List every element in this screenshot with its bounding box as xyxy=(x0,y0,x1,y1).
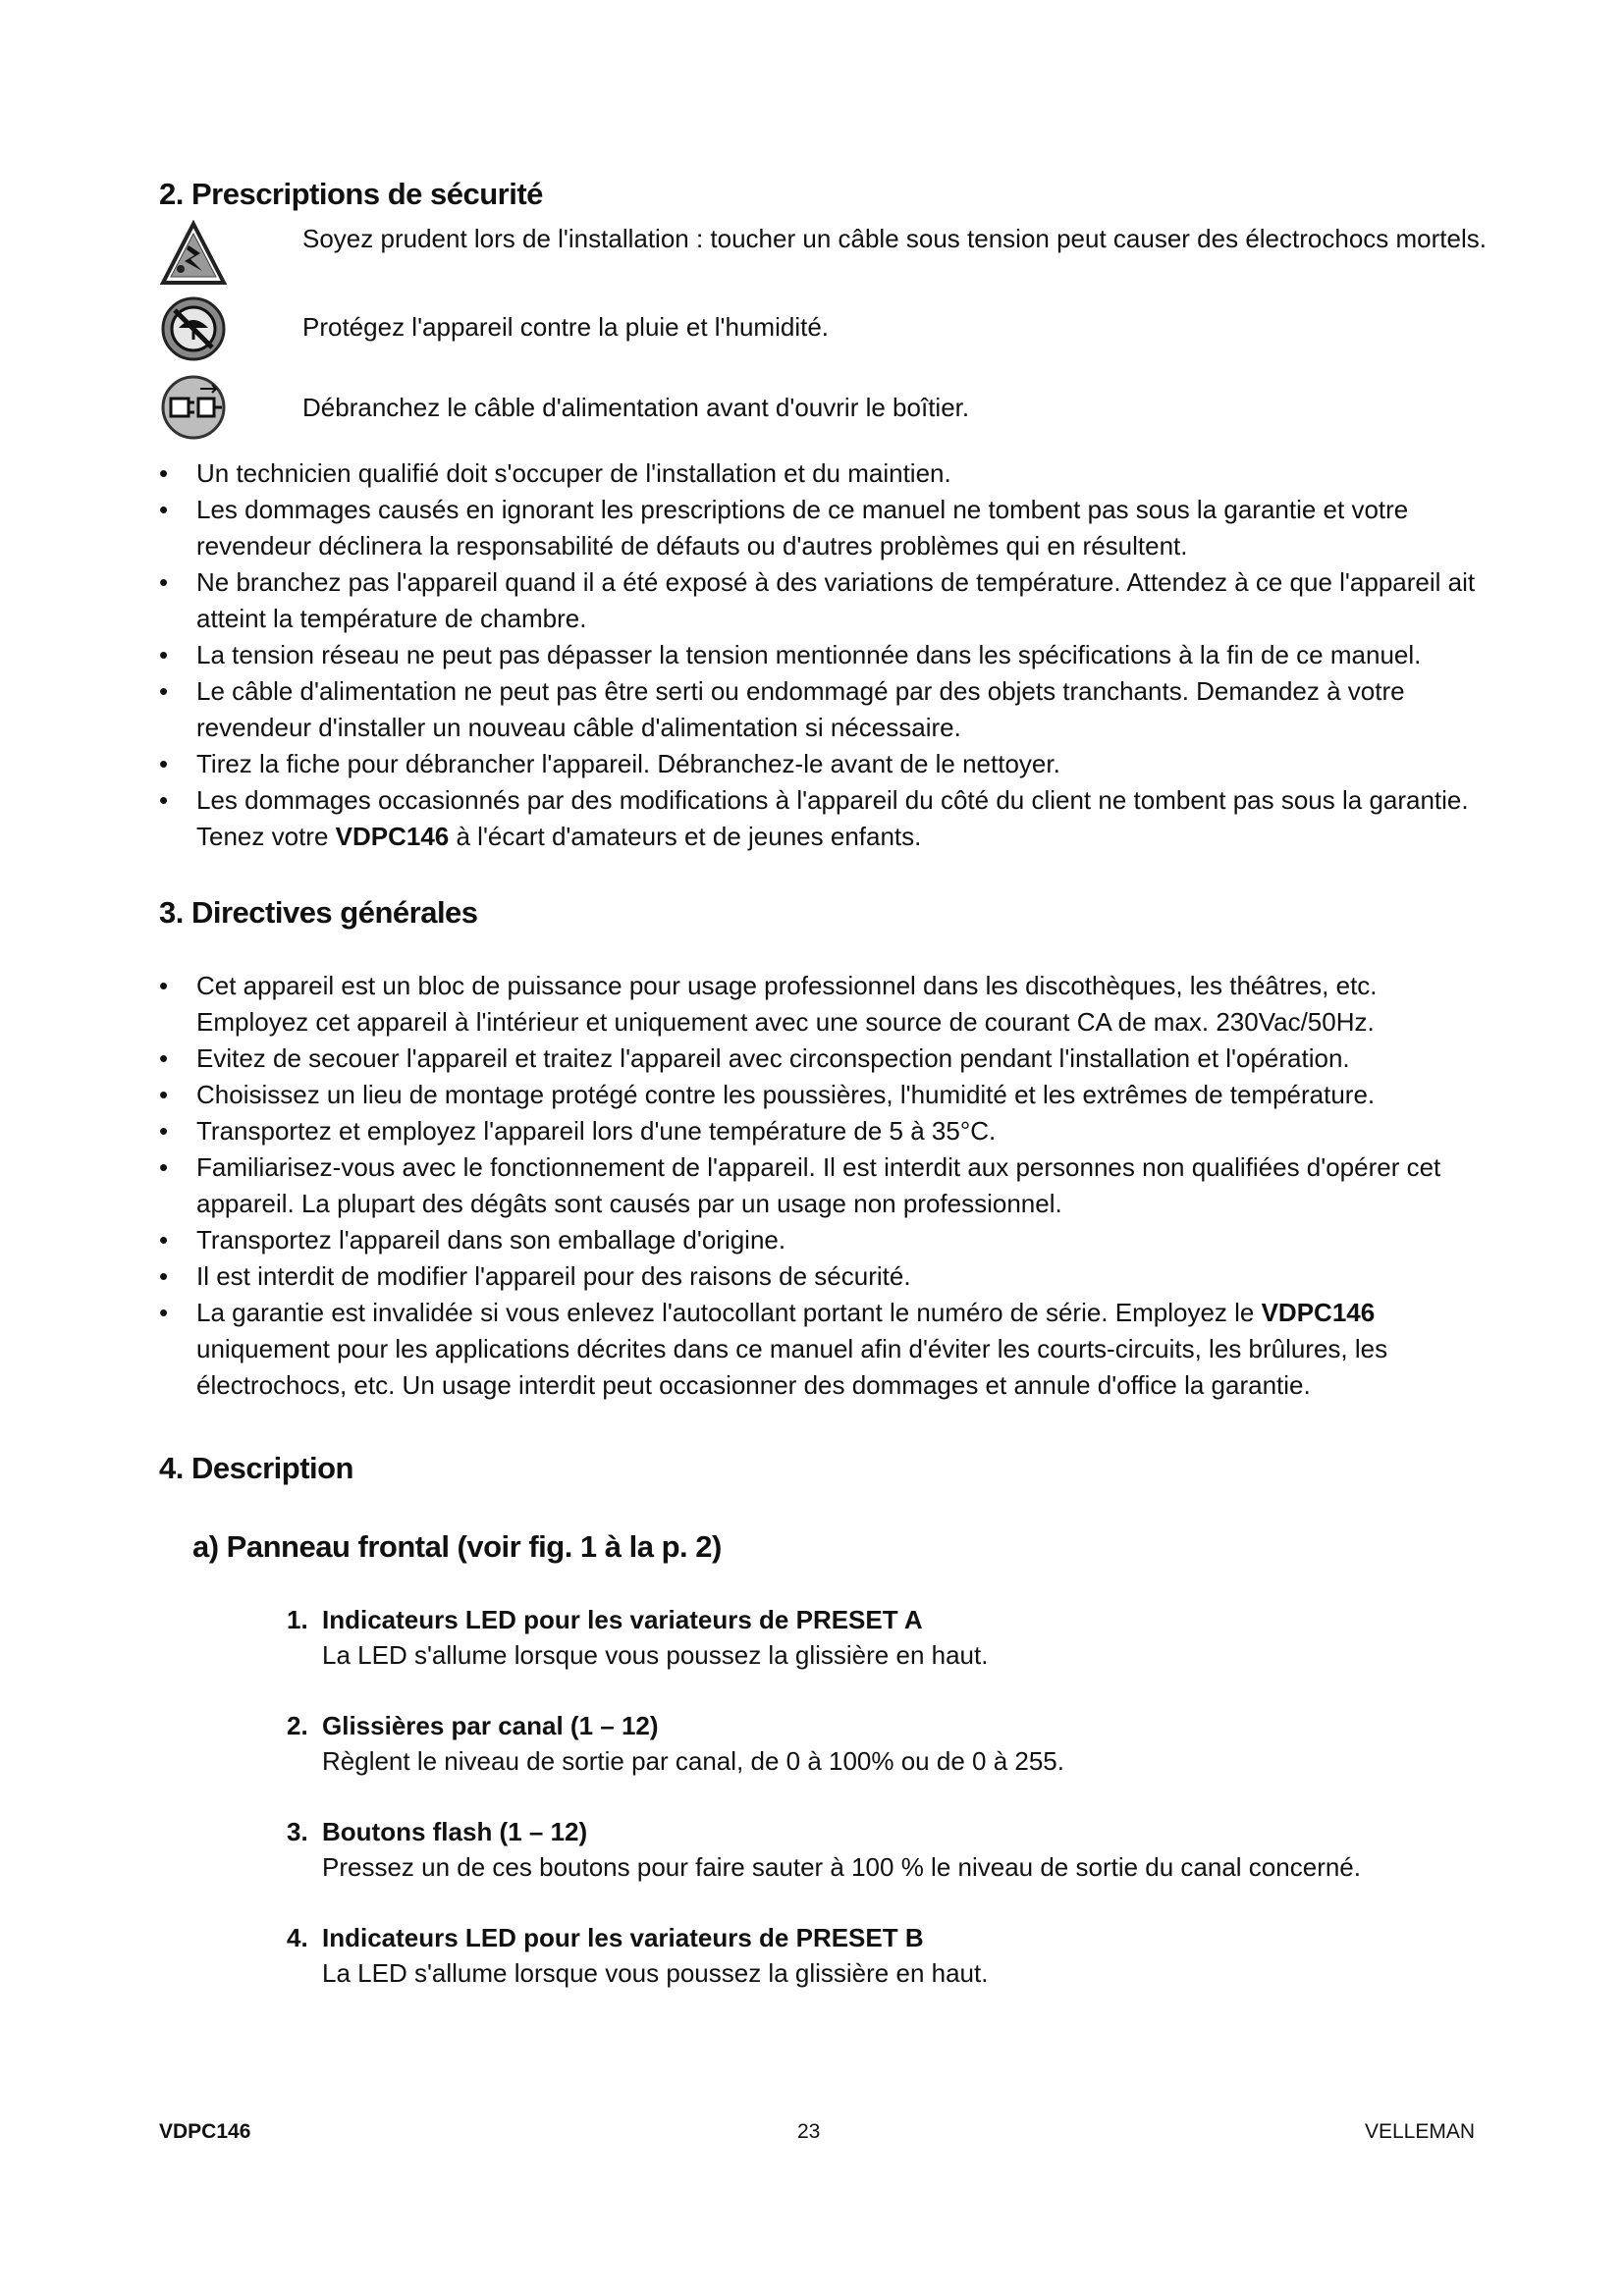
item-number: 4. xyxy=(287,1923,308,1952)
item-title: Indicateurs LED pour les variateurs de PRESET A xyxy=(322,1605,923,1634)
list-item: • Cet appareil est un bloc de puissance pour usage professionnel dans les discothèques, les théâtres, etc. Employez cet appareil à l'intérieur et uniquement avec une source de courant CA de max. 230Vac/50Hz. xyxy=(159,968,1494,1041)
list-item: • Un technicien qualifié doit s'occuper de l'installation et du maintien. xyxy=(159,455,1494,492)
model-name: VDPC146 xyxy=(335,822,450,851)
list-item xyxy=(159,782,1494,855)
list-item: • Evitez de secouer l'appareil et traitez l'appareil avec circonspection pendant l'installation et l'opération. xyxy=(159,1041,1494,1077)
item-title: Glissières par canal (1 – 12) xyxy=(322,1711,659,1740)
list-item: • Familiarisez-vous avec le fonctionnement de l'appareil. Il est interdit aux personnes non qualifiées d'opérer cet appareil. La plupart des dégâts sont causés par un usage non professionnel. xyxy=(159,1149,1494,1222)
list-item-text: Tenez votre xyxy=(196,822,336,851)
list-item-text: uniquement pour les applications décrites dans ce manuel afin d'éviter les courts-circuits, les brûlures, les électrochocs, etc. Un usage interdit peut occasionner des dommages et annule d'office la garantie. xyxy=(196,1334,1388,1400)
model-name: VDPC146 xyxy=(1261,1298,1376,1327)
list-item-text: à l'écart d'amateurs et de jeunes enfants. xyxy=(449,822,922,851)
list-item: • Il est interdit de modifier l'appareil pour des raisons de sécurité. xyxy=(159,1258,1494,1295)
unplug-icon xyxy=(159,373,228,442)
safety-bullet-list xyxy=(159,455,1494,855)
list-item: • Tirez la fiche pour débrancher l'appareil. Débranchez-le avant de le nettoyer. xyxy=(159,746,1494,782)
warning-text: Soyez prudent lors de l'installation : toucher un câble sous tension peut causer des électrochocs mortels. xyxy=(302,224,1487,253)
list-item: • Transportez et employez l'appareil lors d'une température de 5 à 35°C. xyxy=(159,1113,1494,1149)
list-item: • Choisissez un lieu de montage protégé contre les poussières, l'humidité et les extrêmes de température. xyxy=(159,1077,1494,1113)
item-number: 1. xyxy=(287,1605,308,1634)
footer-brand: VELLEMAN xyxy=(1364,2120,1475,2143)
list-item-text: Les dommages occasionnés par des modifications à l'appareil du côté du client ne tombent pas sous la garantie. xyxy=(196,785,1469,815)
section-4-title: 4. Description xyxy=(159,1451,353,1485)
item-description: Règlent le niveau de sortie par canal, de 0 à 100% ou de 0 à 255. xyxy=(322,1746,1064,1776)
section-2-title: 2. Prescriptions de sécurité xyxy=(159,177,543,211)
description-item xyxy=(287,1708,1465,1779)
description-item xyxy=(287,1920,1465,1991)
list-item xyxy=(159,1295,1494,1404)
item-description: La LED s'allume lorsque vous poussez la glissière en haut. xyxy=(322,1958,989,1988)
list-item: • La tension réseau ne peut pas dépasser la tension mentionnée dans les spécifications à la fin de ce manuel. xyxy=(159,637,1494,673)
item-description: Pressez un de ces boutons pour faire sauter à 100 % le niveau de sortie du canal concerné. xyxy=(322,1852,1361,1882)
description-item xyxy=(287,1814,1465,1885)
list-item: • Les dommages causés en ignorant les prescriptions de ce manuel ne tombent pas sous la garantie et votre revendeur déclinera la responsabilité de défauts ou d'autres problèmes qui en résultent. xyxy=(159,492,1494,564)
footer-model: VDPC146 xyxy=(159,2120,251,2143)
page-number: 23 xyxy=(797,2120,821,2143)
list-item-text: La garantie est invalidée si vous enlevez l'autocollant portant le numéro de série. Employez le xyxy=(196,1298,1262,1327)
list-item: • Le câble d'alimentation ne peut pas être serti ou endommagé par des objets tranchants. Demandez à votre revendeur d'installer un nouveau câble d'alimentation si nécessaire. xyxy=(159,673,1494,746)
warning-text: Débranchez le câble d'alimentation avant d'ouvrir le boîtier. xyxy=(302,393,970,422)
section-3-title: 3. Directives générales xyxy=(159,895,478,930)
description-item xyxy=(287,1602,1465,1673)
item-title: Boutons flash (1 – 12) xyxy=(322,1817,588,1846)
item-number: 3. xyxy=(287,1817,308,1846)
list-item: • Transportez l'appareil dans son emballage d'origine. xyxy=(159,1222,1494,1258)
item-description: La LED s'allume lorsque vous poussez la glissière en haut. xyxy=(322,1640,989,1670)
general-bullet-list xyxy=(159,968,1494,1404)
warning-text: Protégez l'appareil contre la pluie et l'humidité. xyxy=(302,312,830,342)
list-item: • Ne branchez pas l'appareil quand il a été exposé à des variations de température. Attendez à ce que l'appareil ait atteint la température de chambre. xyxy=(159,564,1494,637)
no-rain-icon xyxy=(159,294,228,363)
item-number: 2. xyxy=(287,1711,308,1740)
electric-hazard-icon xyxy=(159,220,228,289)
item-title: Indicateurs LED pour les variateurs de PRESET B xyxy=(322,1923,924,1952)
subsection-title: a) Panneau frontal (voir fig. 1 à la p. 2) xyxy=(192,1529,722,1564)
